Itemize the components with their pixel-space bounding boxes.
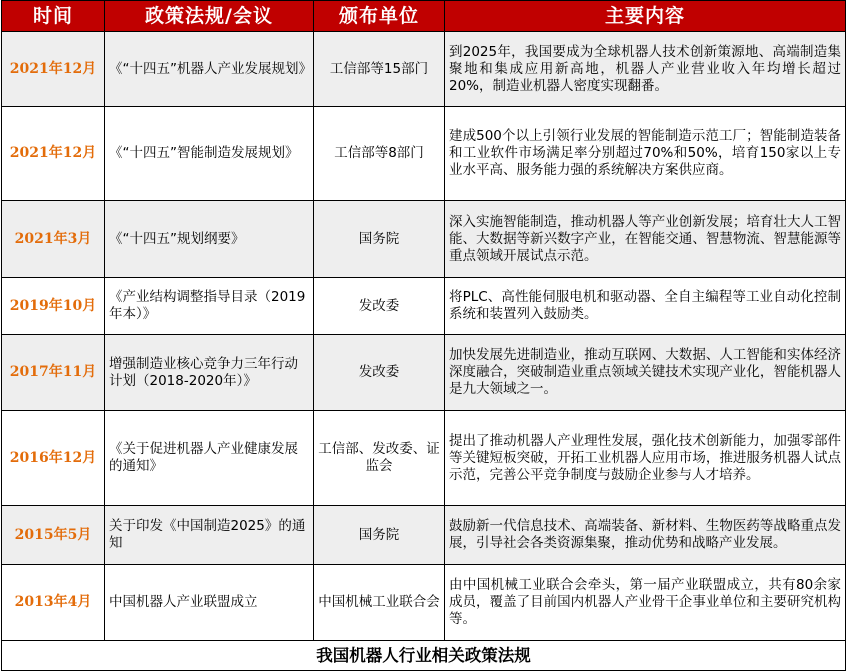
row-policy: 关于印发《中国制造2025》的通知 <box>105 506 314 565</box>
policy-table <box>1 0 846 671</box>
row-date: 2017年11月 <box>2 335 105 411</box>
header-issuer: 颁布单位 <box>314 1 445 32</box>
header-date: 时间 <box>2 1 105 32</box>
row-issuer: 工信部等15部门 <box>314 32 445 107</box>
row-policy: 中国机器人产业联盟成立 <box>105 565 314 641</box>
header-row <box>2 1 846 32</box>
header-policy: 政策法规/会议 <box>105 1 314 32</box>
row-content: 到2025年，我国要成为全球机器人技术创新策源地、高端制造集聚地和集成应用新高地，机器人产业营业收入年均增长超过20%，制造业机器人密度实现翻番。 <box>445 32 846 107</box>
table-row <box>2 411 846 506</box>
table-row <box>2 107 846 201</box>
row-date: 2015年5月 <box>2 506 105 565</box>
table-row <box>2 565 846 641</box>
row-date: 2021年12月 <box>2 32 105 107</box>
row-content: 提出了推动机器人产业理性发展，强化技术创新能力，加强零部件等关键短板突破，开拓工业机器人应用市场，推进服务机器人试点示范，完善公平竞争制度与鼓励企业参与人才培养。 <box>445 411 846 506</box>
caption-row <box>2 641 846 671</box>
row-issuer: 发改委 <box>314 335 445 411</box>
row-date: 2013年4月 <box>2 565 105 641</box>
row-issuer: 国务院 <box>314 506 445 565</box>
row-date: 2019年10月 <box>2 278 105 335</box>
table-row <box>2 278 846 335</box>
row-issuer: 国务院 <box>314 201 445 278</box>
row-issuer: 发改委 <box>314 278 445 335</box>
row-content: 深入实施智能制造，推动机器人等产业创新发展；培育壮大人工智能、大数据等新兴数字产业，在智能交通、智慧物流、智慧能源等重点领域开展试点示范。 <box>445 201 846 278</box>
row-issuer: 工信部、发改委、证监会 <box>314 411 445 506</box>
row-policy: 《关于促进机器人产业健康发展的通知》 <box>105 411 314 506</box>
table-row <box>2 335 846 411</box>
row-content: 建成500个以上引领行业发展的智能制造示范工厂；智能制造装备和工业软件市场满足率分别超过70%和50%，培育150家以上专业水平高、服务能力强的系统解决方案供应商。 <box>445 107 846 201</box>
row-date: 2016年12月 <box>2 411 105 506</box>
row-content: 加快发展先进制造业，推动互联网、大数据、人工智能和实体经济深度融合，突破制造业重点领域关键技术实现产业化，智能机器人是九大领域之一。 <box>445 335 846 411</box>
row-content: 由中国机械工业联合会牵头，第一届产业联盟成立，共有80余家成员，覆盖了目前国内机器人产业骨干企事业单位和主要研究机构等。 <box>445 565 846 641</box>
row-issuer: 工信部等8部门 <box>314 107 445 201</box>
row-policy: 《“十四五”机器人产业发展规划》 <box>105 32 314 107</box>
row-policy: 增强制造业核心竞争力三年行动计划（2018-2020年）》 <box>105 335 314 411</box>
row-issuer: 中国机械工业联合会 <box>314 565 445 641</box>
row-date: 2021年12月 <box>2 107 105 201</box>
row-policy: 《产业结构调整指导目录（2019年本）》 <box>105 278 314 335</box>
table-caption: 我国机器人行业相关政策法规 <box>2 641 846 671</box>
row-content: 鼓励新一代信息技术、高端装备、新材料、生物医药等战略重点发展，引导社会各类资源集聚，推动优势和战略产业发展。 <box>445 506 846 565</box>
table-row <box>2 201 846 278</box>
row-date: 2021年3月 <box>2 201 105 278</box>
table-row <box>2 32 846 107</box>
table-row <box>2 506 846 565</box>
row-policy: 《“十四五”规划纲要》 <box>105 201 314 278</box>
row-content: 将PLC、高性能伺服电机和驱动器、全自主编程等工业自动化控制系统和装置列入鼓励类。 <box>445 278 846 335</box>
header-content: 主要内容 <box>445 1 846 32</box>
row-policy: 《“十四五”智能制造发展规划》 <box>105 107 314 201</box>
